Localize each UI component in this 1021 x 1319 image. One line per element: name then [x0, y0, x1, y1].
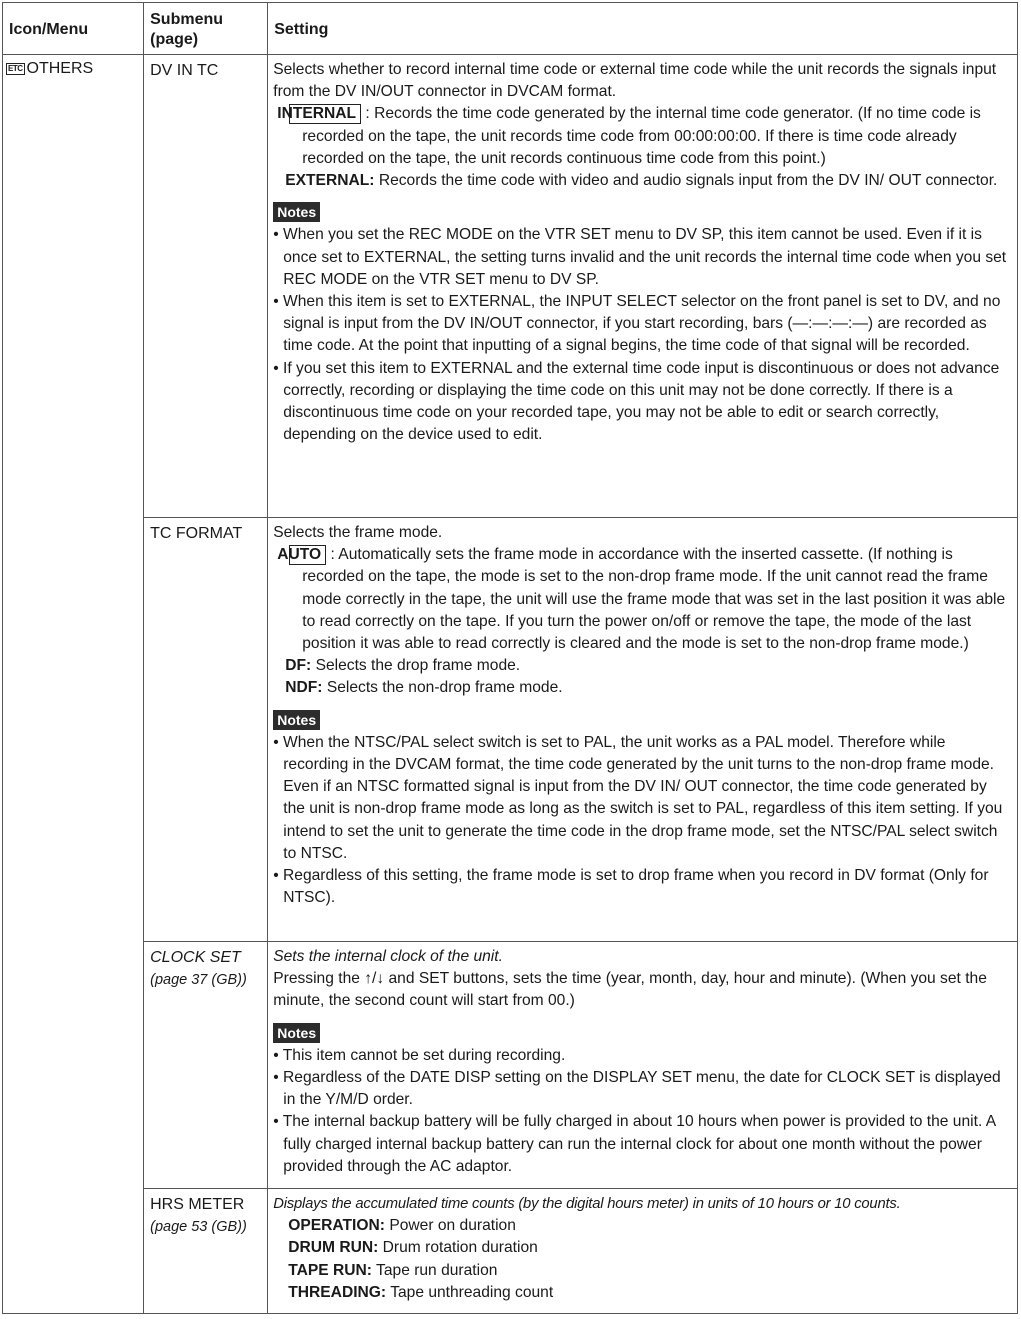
hrs-meter-list: [273, 1215, 1009, 1304]
submenu-clock-set: [144, 942, 268, 1189]
note-item: • When this item is set to EXTERNAL, the INPUT SELECT selector on the front panel is set to DV, and no signal is input from the DV IN/OUT connector, if you start recording, bars (—:—:—:—) are recorded as time code. At the point that inputting of a signal begins, the time code of that signal will be recorded.: [273, 293, 1001, 355]
setting-tc-format: [268, 518, 1018, 942]
submenu-hrs-meter: [144, 1189, 268, 1314]
item-label: THREADING:: [288, 1283, 387, 1301]
list-item: [273, 1260, 1009, 1282]
note-item: • Regardless of the DATE DISP setting on the DISPLAY SET menu, the date for CLOCK SET is displayed in the Y/M/D order.: [273, 1069, 1001, 1109]
row-tc-format: [3, 518, 1018, 942]
item-label: TAPE RUN:: [288, 1261, 372, 1279]
setting-clock-set: [268, 942, 1018, 1189]
submenu-name: CLOCK SET: [150, 949, 241, 966]
option-text: Records the time code with video and audio signals input from the DV IN/ OUT connector.: [378, 172, 998, 190]
option-auto: [273, 544, 1009, 655]
notes-badge: Notes: [273, 1023, 320, 1043]
note-item: • Regardless of this setting, the frame mode is set to drop frame when you record in DV format (Only for NTSC).: [273, 867, 989, 907]
option-label: EXTERNAL:: [285, 172, 375, 190]
notes-badge: Notes: [273, 710, 320, 730]
option-text: Selects the drop frame mode.: [315, 657, 521, 675]
option-internal: [273, 103, 1009, 170]
setting-intro: Displays the accumulated time counts (by the digital hours meter) in units of 10 hours or 10 counts.: [273, 1196, 901, 1212]
setting-text: Pressing the ↑/↓ and SET buttons, sets the time (year, month, day, hour and minute). (When you set the minute, the second count will start from 00.): [273, 970, 987, 1010]
option-external: [273, 170, 1009, 192]
list-item: [273, 1237, 1009, 1259]
submenu-page: (page 53 (GB)): [150, 1219, 247, 1235]
header-setting: Setting: [268, 3, 1018, 55]
note-item: • The internal backup battery will be fully charged in about 10 hours when power is provided to the unit. A fully charged internal backup battery can run the internal clock for about one month without the power provided through the AC adaptor.: [273, 1113, 996, 1175]
option-label-boxed: INTERNAL: [289, 104, 361, 124]
menu-cell: [3, 55, 144, 1314]
option-text: Selects the non-drop frame mode.: [326, 679, 563, 697]
note-item: • When you set the REC MODE on the VTR SET menu to DV SP, this item cannot be used. Even if it is once set to EXTERNAL, the setting turns invalid and the unit records the internal time code when you set REC MODE on the VTR SET menu to DV SP.: [273, 226, 1007, 288]
row-hrs-meter: [3, 1189, 1018, 1314]
submenu-tc-format: [144, 518, 268, 942]
setting-hrs-meter: [268, 1189, 1018, 1314]
row-dv-in-tc: [3, 55, 1018, 518]
menu-name: OTHERS: [26, 60, 94, 77]
note-item: • When the NTSC/PAL select switch is set to PAL, the unit works as a PAL model. Therefore while recording in the DVCAM format, the time code generated by the unit turns to the non-drop frame mode. Even if an NTSC formatted signal is input from the DV IN/ OUT connector, the time code generated by the unit is non-drop frame mode as long as the switch is set to PAL, regardless of this item setting. If you intend to set the unit to generate the time code in the drop frame mode, set the NTSC/PAL select switch to NTSC.: [273, 733, 1003, 862]
note-item: • This item cannot be set during recording.: [273, 1046, 566, 1064]
item-text: Tape run duration: [376, 1261, 498, 1279]
option-ndf: [273, 677, 1009, 699]
settings-table: [2, 2, 1018, 1314]
notes-badge: Notes: [273, 202, 320, 222]
option-label-boxed: AUTO: [289, 545, 326, 565]
submenu-page: (page 37 (GB)): [150, 972, 247, 988]
submenu-name: HRS METER: [150, 1196, 245, 1213]
submenu-dv-in-tc: [144, 55, 268, 518]
item-text: Power on duration: [389, 1217, 516, 1235]
header-row: [3, 3, 1018, 55]
option-text: : Records the time code generated by the internal time code generator. (If no time code is recorded on the tape, the unit records time code from 00:00:00:00. If there is time code already recorded on the tape, the unit records continuous time code from this point.): [302, 105, 981, 167]
submenu-name: DV IN TC: [150, 62, 219, 79]
option-label: DF:: [285, 657, 312, 675]
setting-dv-in-tc: [268, 55, 1018, 518]
row-clock-set: [3, 942, 1018, 1189]
item-text: Tape unthreading count: [390, 1283, 554, 1301]
option-df: [273, 655, 1009, 677]
item-label: OPERATION:: [288, 1217, 385, 1235]
item-text: Drum rotation duration: [382, 1239, 538, 1257]
header-submenu: Submenu (page): [144, 3, 268, 55]
setting-intro: Sets the internal clock of the unit.: [273, 948, 503, 965]
list-item: [273, 1282, 1009, 1304]
setting-intro: Selects the frame mode.: [273, 524, 443, 541]
list-item: [273, 1215, 1009, 1237]
setting-intro: Selects whether to record internal time code or external time code while the unit records the signals input from the DV IN/OUT connector in DVCAM format.: [273, 61, 997, 101]
note-item: • If you set this item to EXTERNAL and the external time code input is discontinuous or does not advance correctly, recording or displaying the time code on this unit may not be done correctly. If there is a discontinuous time code on your recorded tape, you may not be able to edit or search correctly, depending on the device used to edit.: [273, 359, 1000, 444]
option-label: NDF:: [285, 679, 323, 697]
option-text: : Automatically sets the frame mode in accordance with the inserted cassette. (If nothing is recorded on the tape, the mode is set to the non-drop frame mode. If the unit cannot read the frame mode correctly in the tape, the unit will use the frame mode that was set in the last position it was able to read correctly on the tape. If you turn the power on/off or remove the tape, the mode of the last position it was able to read correctly is cleared and the mode is set to the non-drop frame mode.): [302, 546, 1006, 653]
etc-menu-icon: ETC: [8, 64, 23, 73]
submenu-name: TC FORMAT: [150, 525, 243, 542]
item-label: DRUM RUN:: [288, 1239, 379, 1257]
header-icon-menu: Icon/Menu: [3, 3, 144, 55]
